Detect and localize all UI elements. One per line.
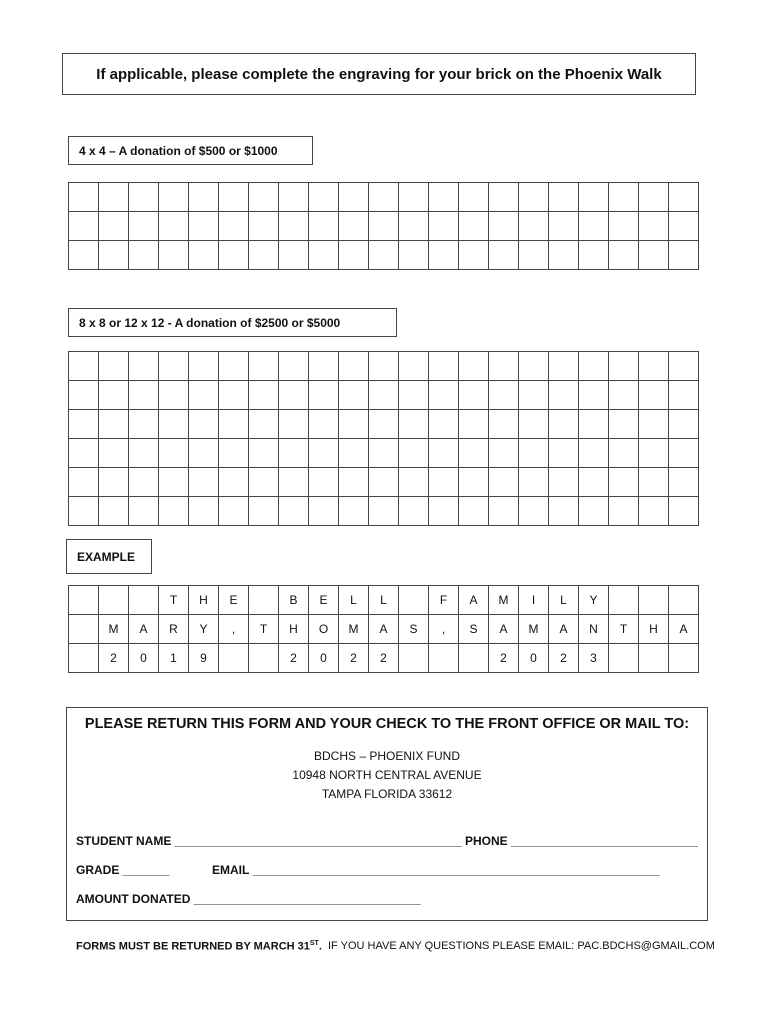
engraving-cell[interactable] (459, 381, 489, 410)
engraving-cell[interactable] (459, 241, 489, 270)
engraving-cell[interactable] (519, 381, 549, 410)
example-cell: H (189, 586, 219, 615)
engraving-cell[interactable] (249, 241, 279, 270)
example-cell: 0 (519, 644, 549, 673)
example-cell: A (489, 615, 519, 644)
engraving-cell[interactable] (129, 183, 159, 212)
grid-row (69, 468, 699, 497)
example-cell: M (339, 615, 369, 644)
engraving-cell[interactable] (399, 497, 429, 526)
engraving-cell[interactable] (159, 381, 189, 410)
example-cell (249, 644, 279, 673)
engraving-cell[interactable] (459, 352, 489, 381)
engraving-cell[interactable] (489, 410, 519, 439)
engraving-cell[interactable] (549, 439, 579, 468)
example-cell (669, 644, 699, 673)
return-heading: PLEASE RETURN THIS FORM AND YOUR CHECK TO THE FRONT OFFICE OR MAIL TO: (84, 716, 690, 732)
engraving-cell[interactable] (369, 410, 399, 439)
deadline-note: FORMS MUST BE RETURNED BY MARCH 31ST. (76, 940, 322, 953)
example-cell: A (129, 615, 159, 644)
amount-donated-field[interactable]: AMOUNT DONATED __________________________________ (76, 892, 421, 906)
engraving-cell[interactable] (429, 212, 459, 241)
engraving-cell[interactable] (639, 183, 669, 212)
engraving-cell[interactable] (249, 183, 279, 212)
example-cell: O (309, 615, 339, 644)
engraving-cell[interactable] (219, 241, 249, 270)
engraving-cell[interactable] (669, 212, 699, 241)
engraving-cell[interactable] (219, 410, 249, 439)
engraving-cell[interactable] (399, 352, 429, 381)
example-cell (219, 644, 249, 673)
example-cell: Y (189, 615, 219, 644)
example-cell: L (549, 586, 579, 615)
engraving-cell[interactable] (249, 212, 279, 241)
engraving-cell[interactable] (219, 497, 249, 526)
grade-field[interactable]: GRADE _______ (76, 863, 170, 877)
engraving-cell[interactable] (519, 212, 549, 241)
engraving-cell[interactable] (429, 439, 459, 468)
engraving-cell[interactable] (159, 410, 189, 439)
email-field[interactable]: EMAIL _____________________________________________________________ (212, 863, 660, 877)
engraving-cell[interactable] (609, 497, 639, 526)
engraving-cell[interactable] (159, 468, 189, 497)
engraving-cell[interactable] (339, 497, 369, 526)
engraving-cell[interactable] (339, 183, 369, 212)
engraving-cell[interactable] (99, 497, 129, 526)
engraving-cell[interactable] (609, 352, 639, 381)
example-cell (99, 586, 129, 615)
engraving-cell[interactable] (669, 497, 699, 526)
example-cell (69, 586, 99, 615)
grid-row (69, 439, 699, 468)
engraving-cell[interactable] (579, 183, 609, 212)
engraving-cell[interactable] (159, 183, 189, 212)
engraving-cell[interactable] (669, 352, 699, 381)
engraving-cell[interactable] (519, 241, 549, 270)
example-cell (669, 586, 699, 615)
engraving-cell[interactable] (429, 183, 459, 212)
option-4x4-label: 4 x 4 – A donation of $500 or $1000 (68, 136, 313, 165)
example-cell: T (159, 586, 189, 615)
engraving-cell[interactable] (549, 468, 579, 497)
engraving-cell[interactable] (339, 212, 369, 241)
engraving-cell[interactable] (429, 352, 459, 381)
engraving-cell[interactable] (129, 410, 159, 439)
engraving-cell[interactable] (549, 183, 579, 212)
engraving-cell[interactable] (159, 212, 189, 241)
engraving-cell[interactable] (309, 468, 339, 497)
example-cell: 1 (159, 644, 189, 673)
engraving-cell[interactable] (489, 183, 519, 212)
engraving-cell[interactable] (399, 183, 429, 212)
example-cell: S (459, 615, 489, 644)
engraving-cell[interactable] (639, 352, 669, 381)
engraving-cell[interactable] (609, 468, 639, 497)
engraving-cell[interactable] (549, 352, 579, 381)
engraving-cell[interactable] (309, 352, 339, 381)
grid-row (69, 183, 699, 212)
engraving-cell[interactable] (99, 381, 129, 410)
engraving-cell[interactable] (159, 352, 189, 381)
grid-row (69, 352, 699, 381)
engraving-cell[interactable] (159, 497, 189, 526)
engraving-cell[interactable] (399, 212, 429, 241)
engraving-cell[interactable] (189, 468, 219, 497)
engraving-cell[interactable] (99, 468, 129, 497)
grid-row (69, 497, 699, 526)
example-cell (609, 586, 639, 615)
engraving-cell[interactable] (549, 241, 579, 270)
engraving-cell[interactable] (459, 212, 489, 241)
engraving-cell[interactable] (489, 439, 519, 468)
grid-row (69, 212, 699, 241)
example-cell: 2 (549, 644, 579, 673)
engraving-cell[interactable] (609, 381, 639, 410)
engraving-cell[interactable] (309, 212, 339, 241)
engraving-cell[interactable] (669, 241, 699, 270)
example-cell: N (579, 615, 609, 644)
engraving-cell[interactable] (279, 241, 309, 270)
example-cell: 0 (129, 644, 159, 673)
example-cell: B (279, 586, 309, 615)
engraving-cell[interactable] (369, 183, 399, 212)
engraving-cell[interactable] (489, 241, 519, 270)
engraving-cell[interactable] (279, 183, 309, 212)
engraving-cell[interactable] (399, 439, 429, 468)
example-cell: T (249, 615, 279, 644)
engraving-cell[interactable] (189, 241, 219, 270)
grid-row (69, 381, 699, 410)
engraving-cell[interactable] (489, 381, 519, 410)
engraving-cell[interactable] (489, 212, 519, 241)
engraving-cell[interactable] (639, 410, 669, 439)
engraving-cell[interactable] (99, 352, 129, 381)
engraving-cell[interactable] (279, 381, 309, 410)
engraving-cell[interactable] (519, 468, 549, 497)
engraving-cell[interactable] (399, 241, 429, 270)
engraving-cell[interactable] (99, 241, 129, 270)
engraving-cell[interactable] (519, 352, 549, 381)
engraving-cell[interactable] (429, 410, 459, 439)
engraving-cell[interactable] (309, 439, 339, 468)
engraving-cell[interactable] (579, 241, 609, 270)
example-cell: T (609, 615, 639, 644)
engraving-cell[interactable] (669, 439, 699, 468)
engraving-cell[interactable] (279, 212, 309, 241)
example-cell (69, 644, 99, 673)
engraving-cell[interactable] (459, 183, 489, 212)
engraving-cell[interactable] (219, 212, 249, 241)
engraving-cell[interactable] (309, 183, 339, 212)
example-cell: 2 (369, 644, 399, 673)
example-cell: H (279, 615, 309, 644)
student-name-field[interactable]: STUDENT NAME ___________________________________________ (76, 834, 462, 848)
engraving-cell[interactable] (369, 352, 399, 381)
engraving-cell[interactable] (129, 439, 159, 468)
engraving-cell[interactable] (669, 381, 699, 410)
engraving-cell[interactable] (489, 352, 519, 381)
engraving-cell[interactable] (459, 468, 489, 497)
engraving-cell[interactable] (549, 410, 579, 439)
example-cell (639, 586, 669, 615)
engraving-cell[interactable] (399, 410, 429, 439)
engraving-cell[interactable] (309, 410, 339, 439)
example-cell: 2 (279, 644, 309, 673)
example-grid (68, 585, 699, 673)
engraving-cell[interactable] (219, 468, 249, 497)
example-cell (249, 586, 279, 615)
example-cell: A (549, 615, 579, 644)
example-cell (459, 644, 489, 673)
engraving-cell[interactable] (189, 212, 219, 241)
engraving-cell[interactable] (459, 410, 489, 439)
engraving-cell[interactable] (249, 439, 279, 468)
example-label: EXAMPLE (66, 539, 152, 574)
engraving-cell[interactable] (309, 497, 339, 526)
example-cell: F (429, 586, 459, 615)
engraving-cell[interactable] (279, 410, 309, 439)
engraving-cell[interactable] (189, 381, 219, 410)
engraving-cell[interactable] (219, 352, 249, 381)
example-cell (399, 644, 429, 673)
engraving-cell[interactable] (579, 497, 609, 526)
engraving-cell[interactable] (129, 212, 159, 241)
engraving-cell[interactable] (609, 183, 639, 212)
engraving-cell[interactable] (489, 468, 519, 497)
example-cell: E (219, 586, 249, 615)
example-cell: 2 (339, 644, 369, 673)
address-line-1: BDCHS – PHOENIX FUND (313, 749, 461, 763)
example-cell: 2 (99, 644, 129, 673)
engraving-cell[interactable] (249, 381, 279, 410)
engraving-cell[interactable] (249, 410, 279, 439)
engraving-cell[interactable] (549, 212, 579, 241)
engraving-cell[interactable] (129, 497, 159, 526)
example-cell: I (519, 586, 549, 615)
engraving-cell[interactable] (669, 468, 699, 497)
engraving-cell[interactable] (519, 439, 549, 468)
grid-row (69, 241, 699, 270)
engraving-cell[interactable] (639, 241, 669, 270)
engraving-cell[interactable] (339, 381, 369, 410)
engraving-cell[interactable] (129, 468, 159, 497)
engraving-cell[interactable] (369, 468, 399, 497)
example-cell: L (369, 586, 399, 615)
engraving-cell[interactable] (129, 241, 159, 270)
example-cell: 3 (579, 644, 609, 673)
engraving-cell[interactable] (339, 439, 369, 468)
engraving-cell[interactable] (69, 497, 99, 526)
engraving-cell[interactable] (579, 439, 609, 468)
engraving-cell[interactable] (549, 381, 579, 410)
engraving-cell[interactable] (279, 352, 309, 381)
engraving-cell[interactable] (429, 381, 459, 410)
engraving-cell[interactable] (129, 381, 159, 410)
engraving-cell[interactable] (639, 468, 669, 497)
engraving-cell[interactable] (189, 183, 219, 212)
engraving-cell[interactable] (639, 439, 669, 468)
example-row (69, 586, 699, 615)
phone-field[interactable]: PHONE ____________________________ (465, 834, 698, 848)
example-cell (609, 644, 639, 673)
example-cell: H (639, 615, 669, 644)
questions-note: IF YOU HAVE ANY QUESTIONS PLEASE EMAIL: PAC.BDCHS@GMAIL.COM (328, 940, 715, 952)
engraving-cell[interactable] (429, 468, 459, 497)
option-8x8-label: 8 x 8 or 12 x 12 - A donation of $2500 or $5000 (68, 308, 397, 337)
engraving-cell[interactable] (579, 410, 609, 439)
example-row (69, 644, 699, 673)
engraving-cell[interactable] (609, 410, 639, 439)
engraving-cell[interactable] (639, 497, 669, 526)
engraving-cell[interactable] (579, 212, 609, 241)
engraving-cell[interactable] (369, 212, 399, 241)
engraving-cell[interactable] (519, 410, 549, 439)
engraving-cell[interactable] (219, 439, 249, 468)
example-cell: 0 (309, 644, 339, 673)
engraving-cell[interactable] (309, 241, 339, 270)
engraving-cell[interactable] (99, 439, 129, 468)
engraving-cell[interactable] (459, 497, 489, 526)
example-cell: S (399, 615, 429, 644)
engraving-cell[interactable] (69, 439, 99, 468)
example-cell (69, 615, 99, 644)
return-section (66, 707, 708, 921)
engraving-cell[interactable] (519, 183, 549, 212)
engraving-cell[interactable] (129, 352, 159, 381)
engraving-cell[interactable] (579, 381, 609, 410)
address-line-2: 10948 NORTH CENTRAL AVENUE (292, 768, 482, 782)
example-cell (639, 644, 669, 673)
engraving-cell[interactable] (429, 241, 459, 270)
engraving-grid-8x8[interactable] (68, 351, 699, 526)
engraving-cell[interactable] (69, 410, 99, 439)
example-cell: A (369, 615, 399, 644)
example-cell: , (429, 615, 459, 644)
engraving-cell[interactable] (99, 183, 129, 212)
engraving-cell[interactable] (249, 468, 279, 497)
engraving-cell[interactable] (669, 410, 699, 439)
engraving-cell[interactable] (579, 468, 609, 497)
engraving-cell[interactable] (489, 497, 519, 526)
engraving-cell[interactable] (69, 468, 99, 497)
engraving-cell[interactable] (189, 410, 219, 439)
engraving-cell[interactable] (399, 468, 429, 497)
engraving-cell[interactable] (219, 381, 249, 410)
example-cell: L (339, 586, 369, 615)
engraving-cell[interactable] (69, 381, 99, 410)
example-cell (129, 586, 159, 615)
grid-row (69, 410, 699, 439)
engraving-cell[interactable] (549, 497, 579, 526)
page-title: If applicable, please complete the engraving for your brick on the Phoenix Walk (62, 53, 696, 95)
engraving-cell[interactable] (369, 439, 399, 468)
example-cell: , (219, 615, 249, 644)
engraving-cell[interactable] (339, 241, 369, 270)
engraving-cell[interactable] (279, 468, 309, 497)
engraving-cell[interactable] (669, 183, 699, 212)
engraving-cell[interactable] (429, 497, 459, 526)
example-cell: A (459, 586, 489, 615)
engraving-cell[interactable] (609, 212, 639, 241)
engraving-cell[interactable] (99, 212, 129, 241)
example-cell: E (309, 586, 339, 615)
engraving-cell[interactable] (369, 497, 399, 526)
engraving-cell[interactable] (369, 241, 399, 270)
example-cell: M (99, 615, 129, 644)
engraving-cell[interactable] (249, 352, 279, 381)
engraving-cell[interactable] (459, 439, 489, 468)
engraving-cell[interactable] (609, 439, 639, 468)
engraving-cell[interactable] (279, 497, 309, 526)
engraving-cell[interactable] (249, 497, 279, 526)
engraving-cell[interactable] (339, 410, 369, 439)
engraving-cell[interactable] (519, 497, 549, 526)
example-cell: R (159, 615, 189, 644)
engraving-cell[interactable] (639, 381, 669, 410)
engraving-cell[interactable] (279, 439, 309, 468)
engraving-cell[interactable] (369, 381, 399, 410)
engraving-cell[interactable] (609, 241, 639, 270)
example-cell: M (519, 615, 549, 644)
address-line-3: TAMPA FLORIDA 33612 (321, 787, 453, 801)
engraving-cell[interactable] (159, 439, 189, 468)
engraving-cell[interactable] (69, 241, 99, 270)
engraving-cell[interactable] (639, 212, 669, 241)
example-cell (429, 644, 459, 673)
engraving-cell[interactable] (99, 410, 129, 439)
engraving-cell[interactable] (189, 439, 219, 468)
engraving-cell[interactable] (189, 497, 219, 526)
engraving-cell[interactable] (69, 212, 99, 241)
engraving-grid-4x4[interactable] (68, 182, 699, 270)
engraving-cell[interactable] (399, 381, 429, 410)
engraving-cell[interactable] (339, 468, 369, 497)
engraving-cell[interactable] (69, 352, 99, 381)
engraving-cell[interactable] (309, 381, 339, 410)
engraving-cell[interactable] (69, 183, 99, 212)
example-cell (399, 586, 429, 615)
example-cell: M (489, 586, 519, 615)
engraving-cell[interactable] (579, 352, 609, 381)
engraving-cell[interactable] (219, 183, 249, 212)
example-cell: A (669, 615, 699, 644)
engraving-cell[interactable] (189, 352, 219, 381)
example-cell: 2 (489, 644, 519, 673)
example-cell: Y (579, 586, 609, 615)
example-cell: 9 (189, 644, 219, 673)
engraving-cell[interactable] (159, 241, 189, 270)
engraving-cell[interactable] (339, 352, 369, 381)
example-row (69, 615, 699, 644)
